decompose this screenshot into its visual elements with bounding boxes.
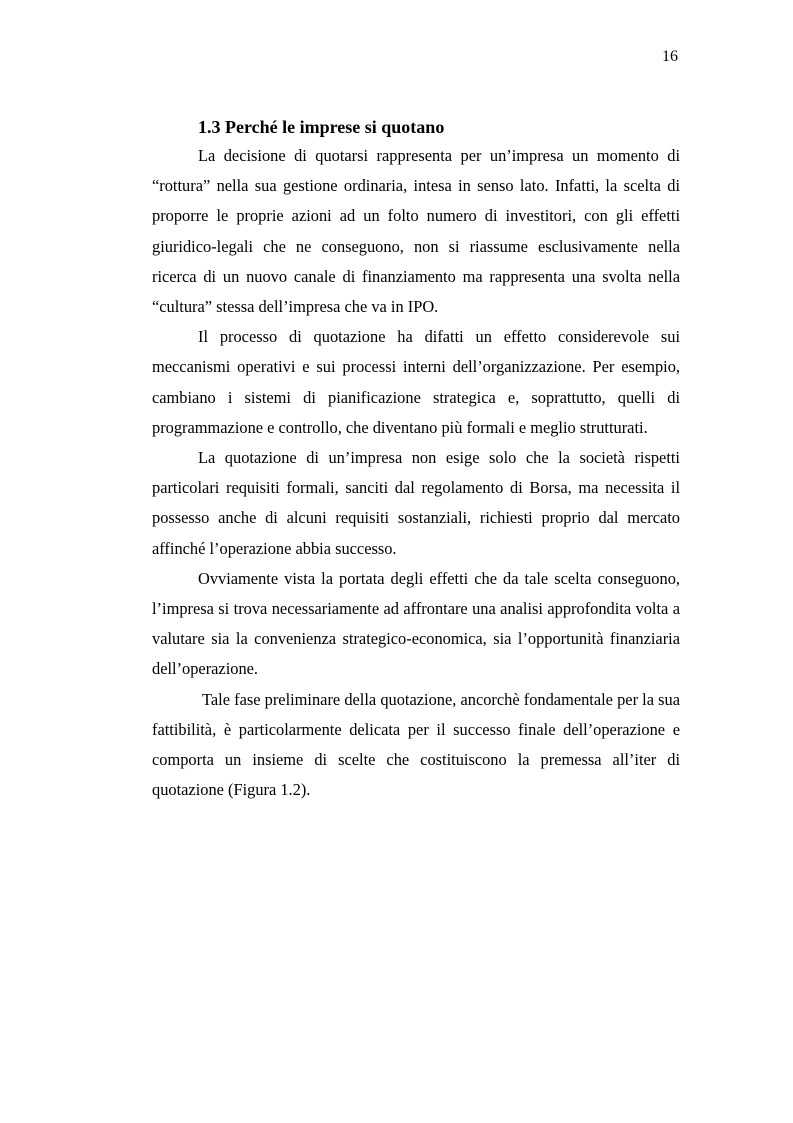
paragraph: La quotazione di un’impresa non esige solo che la società rispetti particolari requisiti formali, sanciti dal regolamento di Borsa, ma necessita il possesso anche di alcuni requisiti sostanziali, richiesti proprio dal mercato affinché l’operazione abbia successo. xyxy=(152,448,680,558)
paragraph: Tale fase preliminare della quotazione, ancorchè fondamentale per la sua fattibilità, è particolarmente delicata per il successo finale dell’operazione e comporta un insieme di scelte che costituiscono la premessa all’iter di quotazione (Figura 1.2). xyxy=(152,689,680,800)
paragraph: Il processo di quotazione ha difatti un effetto considerevole sui meccanismi operativi e sui processi interni dell’organizzazione. Per esempio, cambiano i sistemi di pianificazione strategica e, soprattutto, quelli di programmazione e controllo, che diventano più formali e meglio strutturati. xyxy=(152,327,680,437)
paragraph: Ovviamente vista la portata degli effetti che da tale scelta conseguono, l’impresa si trova necessariamente ad affrontare una analisi approfondita volta a valutare sia la convenienza strategico-economica, sia l’opportunità finanziaria dell’operazione. xyxy=(152,568,680,679)
page-number: 16 xyxy=(662,48,678,65)
section-heading: 1.3 Perché le imprese si quotano xyxy=(198,117,445,137)
paragraph: La decisione di quotarsi rappresenta per un’impresa un momento di “rottura” nella sua gestione ordinaria, intesa in senso lato. Infatti, la scelta di proporre le proprie azioni ad un folto numero di investitori, con gli effetti giuridico-legali che ne conseguono, non si riassume esclusivamente nella ricerca di un nuovo canale di finanziamento ma rappresenta una svolta nella “cultura” stessa dell’impresa che va in IPO. xyxy=(152,146,680,317)
body-text xyxy=(152,141,680,805)
